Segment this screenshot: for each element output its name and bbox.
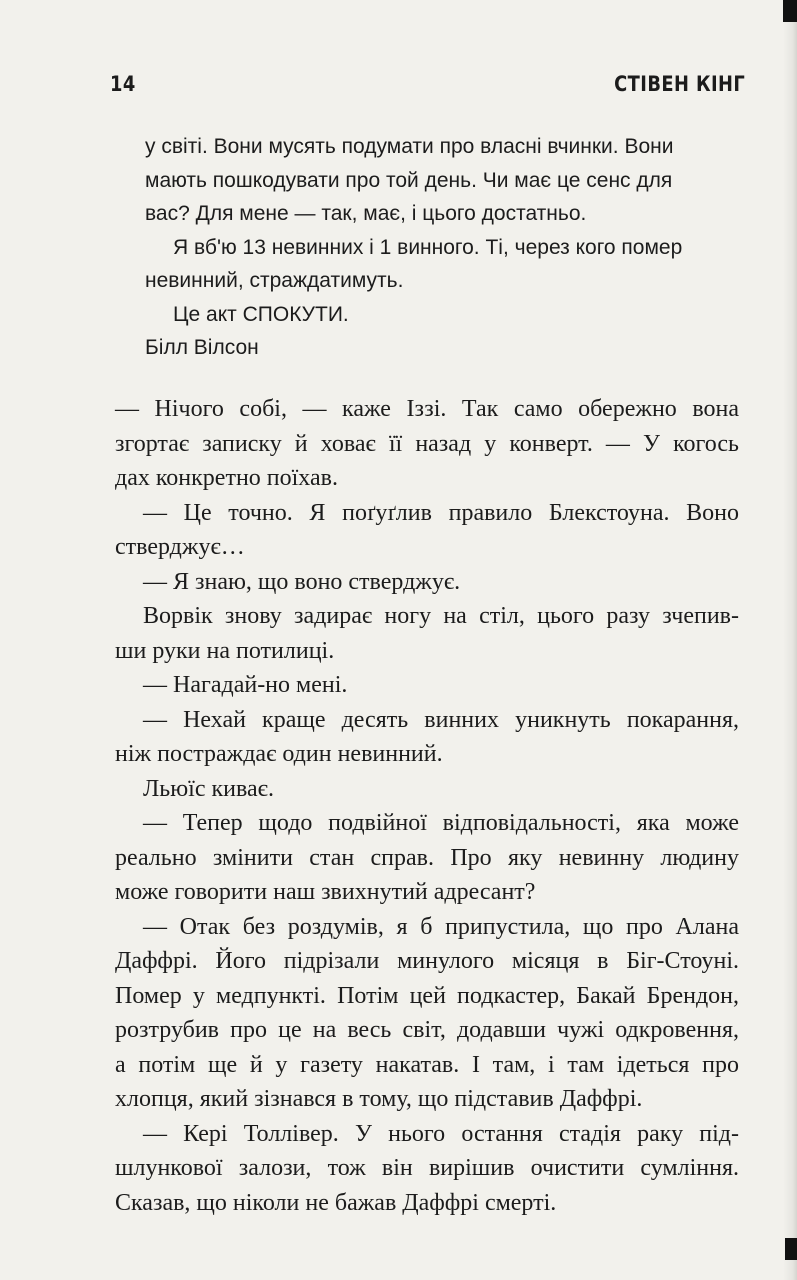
page-number: 14 <box>110 72 136 96</box>
body-line: хлопця, який зізнався в тому, що підставив Даффрі. <box>115 1086 643 1112</box>
letter-line: Я вб'ю 13 невинних і 1 винного. Ті, через кого помер <box>173 235 683 259</box>
letter-line: вас? Для мене — так, має, і цього достатньо. <box>145 202 587 225</box>
body-line: шлункової залози, тож він вирішив очистити сумління. <box>115 1155 739 1181</box>
body-line: дах конкретно поїхав. <box>115 465 338 491</box>
page-corner-mark <box>783 0 797 22</box>
body-line: Помер у медпункті. Потім цей подкастер, Бакай Брендон, <box>115 982 739 1009</box>
body-line: Льюїс киває. <box>143 775 274 802</box>
body-line: — Я знаю, що воно стверджує. <box>143 568 461 595</box>
letter-line: у світі. Вони мусять подумати про власні вчинки. Вони <box>145 135 674 158</box>
letter-line: мають пошкодувати про той день. Чи має це сенс для <box>145 168 673 192</box>
running-header-author: СТІВЕН КІНГ <box>613 72 745 96</box>
body-line: — Це точно. Я поґуґлив правило Блекстоуна. Воно <box>143 499 739 526</box>
body-line: реально змінити стан справ. Про яку невинну людину <box>115 844 739 871</box>
body-line: — Кері Толлівер. У нього остання стадія раку під- <box>143 1120 739 1147</box>
body-line: ши руки на потилиці. <box>115 637 335 664</box>
body-line: може говорити наш звихнутий адресант? <box>115 879 536 905</box>
body-line: — Нічого собі, — каже Іззі. Так само обережно вона <box>115 396 739 422</box>
letter-signature: Білл Вілсон <box>145 336 259 359</box>
letter-excerpt <box>145 130 745 365</box>
body-line: стверджує… <box>115 534 245 560</box>
body-line: — Тепер щодо подвійної відповідальності, яка може <box>143 810 739 836</box>
body-line: Ворвік знову задирає ногу на стіл, цього разу зчепив- <box>143 603 739 629</box>
body-line: — Нагадай-но мені. <box>143 672 348 698</box>
body-line: — Нехай краще десять винних уникнуть покарання, <box>143 706 739 733</box>
body-line: Сказав, що ніколи не бажав Даффрі смерті. <box>115 1189 557 1216</box>
body-text <box>115 392 739 1220</box>
body-line: ніж постраждає один невинний. <box>115 741 443 767</box>
body-line: а потім ще й у газету накатав. І там, і там ідеться про <box>115 1051 739 1078</box>
page-edge-shadow <box>783 0 797 1280</box>
body-line: розтрубив про це на весь світ, додавши чужі одкровення, <box>115 1017 739 1043</box>
body-line: Даффрі. Його підрізали минулого місяця в Біг-Стоуні. <box>115 948 739 974</box>
body-line: — Отак без роздумів, я б припустила, що про Алана <box>143 913 739 940</box>
body-line: згортає записку й ховає її назад у конверт. — У когось <box>115 430 739 457</box>
page-corner-mark-bottom <box>785 1238 797 1260</box>
letter-line: невинний, страждатимуть. <box>145 269 404 292</box>
letter-line: Це акт СПОКУТИ. <box>173 302 349 326</box>
